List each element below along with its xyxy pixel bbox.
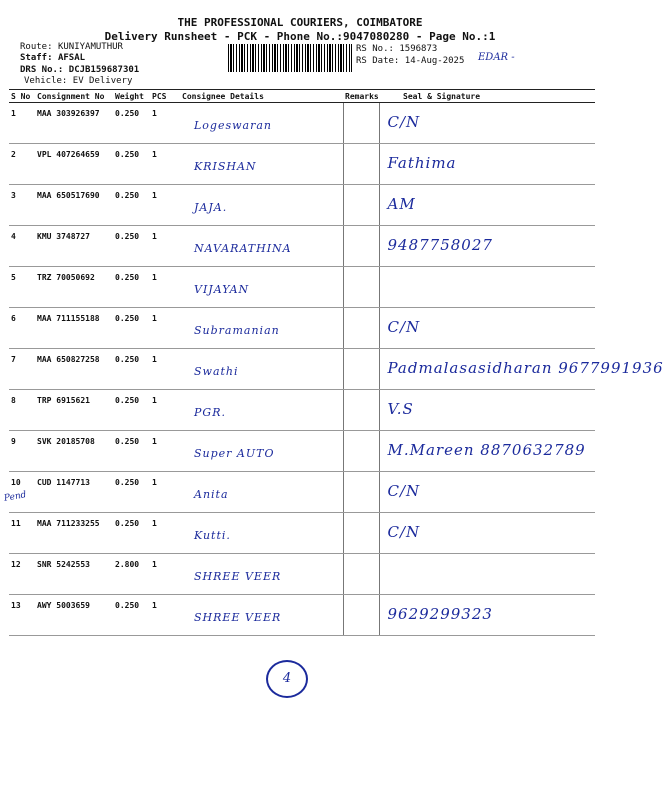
drs-line: DRS No.: DCJB159687301 — [20, 65, 140, 75]
handwritten-consignee: Swathi — [194, 365, 239, 378]
cell-signature — [379, 144, 595, 185]
cell-consignee — [180, 472, 343, 513]
cell-signature — [379, 472, 595, 513]
cell-consignee — [180, 349, 343, 390]
cell-weight: 0.250 — [113, 267, 150, 308]
cell-sno: 9 — [9, 431, 35, 472]
cell-weight: 0.250 — [113, 472, 150, 513]
cell-weight: 0.250 — [113, 595, 150, 636]
cell-consignee — [180, 513, 343, 554]
cell-sno: 8 — [9, 390, 35, 431]
cell-pcs: 1 — [150, 267, 180, 308]
cell-pcs: 1 — [150, 226, 180, 267]
cell-consignee — [180, 144, 343, 185]
cell-remarks — [343, 472, 379, 513]
cell-weight: 0.250 — [113, 349, 150, 390]
cell-weight: 0.250 — [113, 144, 150, 185]
cell-consignment-no: TRP 6915621 — [35, 390, 113, 431]
cell-signature — [379, 308, 595, 349]
cell-consignment-no: MAA 650517690 — [35, 185, 113, 226]
cell-remarks — [343, 513, 379, 554]
cell-sno: 12 — [9, 554, 35, 595]
cell-consignment-no: MAA 303926397 — [35, 103, 113, 144]
staff-line: Staff: AFSAL — [20, 53, 86, 63]
company-name: THE PROFESSIONAL COURIERS, COIMBATORE — [177, 16, 423, 29]
handwritten-signature: V.S — [387, 400, 414, 418]
handwritten-signature: C/N — [387, 318, 421, 336]
cell-weight: 0.250 — [113, 390, 150, 431]
cell-consignment-no: SVK 20185708 — [35, 431, 113, 472]
cell-weight: 0.250 — [113, 513, 150, 554]
drs-value: DCJB159687301 — [68, 65, 140, 75]
cell-signature — [379, 103, 595, 144]
cell-signature — [379, 349, 664, 390]
cell-sno: 5 — [9, 267, 35, 308]
cell-consignment-no: CUD 1147713 — [35, 472, 113, 513]
cell-sno: 10 — [9, 472, 35, 513]
table-row — [9, 595, 595, 636]
cell-consignee — [180, 554, 343, 595]
cell-consignment-no: MAA 711233255 — [35, 513, 113, 554]
cell-sno: 11 — [9, 513, 35, 554]
circled-count-note: 4 — [266, 660, 308, 698]
cell-weight: 0.250 — [113, 185, 150, 226]
cell-remarks — [343, 554, 379, 595]
cell-remarks — [343, 267, 379, 308]
handwritten-consignee: Logeswaran — [194, 119, 272, 132]
handwritten-consignee: VIJAYAN — [194, 283, 250, 296]
route-line: Route: KUNIYAMUTHUR — [20, 42, 123, 52]
cell-signature — [379, 390, 595, 431]
cell-consignment-no: TRZ 70050692 — [35, 267, 113, 308]
cell-remarks — [343, 144, 379, 185]
table-row — [9, 349, 595, 390]
handwritten-signature: Padmalasasidharan 9677991936 — [387, 359, 664, 377]
handwritten-consignee: PGR. — [194, 406, 226, 419]
pend-margin-note: Pend — [3, 490, 28, 504]
handwritten-consignee: Super AUTO — [194, 447, 275, 460]
handwritten-consignee: Subramanian — [194, 324, 280, 337]
cell-signature — [379, 226, 595, 267]
handwritten-consignee: SHREE VEER — [194, 611, 282, 624]
cell-pcs: 1 — [150, 349, 180, 390]
cell-consignee — [180, 308, 343, 349]
table-row — [9, 554, 595, 595]
cell-consignment-no: VPL 407264659 — [35, 144, 113, 185]
barcode — [228, 44, 352, 72]
cell-consignee — [180, 226, 343, 267]
cell-weight: 2.800 — [113, 554, 150, 595]
cell-remarks — [343, 390, 379, 431]
cell-consignment-no: SNR 5242553 — [35, 554, 113, 595]
cell-pcs: 1 — [150, 554, 180, 595]
handwritten-signature: AM — [387, 195, 416, 213]
cell-consignee — [180, 595, 343, 636]
cell-consignment-no: MAA 650827258 — [35, 349, 113, 390]
handwritten-consignee: NAVARATHINA — [194, 242, 292, 255]
cell-sno: 1 — [9, 103, 35, 144]
cell-signature — [379, 431, 595, 472]
handwritten-signature: M.Mareen 8870632789 — [387, 441, 586, 459]
cell-sno: 3 — [9, 185, 35, 226]
cell-pcs: 1 — [150, 595, 180, 636]
cell-consignee — [180, 103, 343, 144]
cell-weight: 0.250 — [113, 103, 150, 144]
cell-remarks — [343, 308, 379, 349]
cell-remarks — [343, 185, 379, 226]
cell-signature — [379, 595, 595, 636]
col-weight: Weight — [113, 90, 150, 103]
cell-pcs: 1 — [150, 185, 180, 226]
cell-consignee — [180, 431, 343, 472]
table-row — [9, 472, 595, 513]
rs-date-line: RS Date: 14-Aug-2025 — [356, 56, 465, 66]
rs-no-value: 1596873 — [399, 44, 438, 54]
handwritten-consignee: SHREE VEER — [194, 570, 282, 583]
cell-remarks — [343, 595, 379, 636]
cell-pcs: 1 — [150, 472, 180, 513]
handwritten-consignee: Kutti. — [194, 529, 231, 542]
rs-no-line: RS No.: 1596873 — [356, 44, 438, 54]
cell-signature — [379, 513, 595, 554]
col-signature: Seal & Signature — [379, 90, 595, 103]
cell-pcs: 1 — [150, 144, 180, 185]
handwritten-signature: C/N — [387, 523, 421, 541]
handwritten-consignee: JAJA. — [194, 201, 228, 214]
cell-consignee — [180, 267, 343, 308]
cell-sno: 4 — [9, 226, 35, 267]
rs-date-value: 14-Aug-2025 — [404, 56, 465, 66]
handwritten-signature: 9487758027 — [387, 236, 493, 254]
cell-sno: 7 — [9, 349, 35, 390]
cell-consignee — [180, 185, 343, 226]
cell-consignment-no: MAA 711155188 — [35, 308, 113, 349]
handwritten-signature: 9629299323 — [387, 605, 493, 623]
table-row — [9, 513, 595, 554]
cell-pcs: 1 — [150, 308, 180, 349]
runsheet-title — [0, 16, 600, 44]
cell-remarks — [343, 226, 379, 267]
route-value: KUNIYAMUTHUR — [57, 42, 123, 52]
col-consignee: Consignee Details — [180, 90, 343, 103]
cell-weight: 0.250 — [113, 431, 150, 472]
cell-pcs: 1 — [150, 390, 180, 431]
cell-signature — [379, 554, 595, 595]
cell-consignment-no: AWY 5003659 — [35, 595, 113, 636]
cell-weight: 0.250 — [113, 226, 150, 267]
handwritten-consignee: Anita — [194, 488, 229, 501]
runsheet-subtitle: Delivery Runsheet - PCK - Phone No.:9047080280 - Page No.:1 — [104, 30, 496, 43]
table-header-row — [9, 90, 595, 103]
col-pcs: PCS — [150, 90, 180, 103]
staff-value: AFSAL — [57, 53, 86, 63]
vehicle-line: Vehicle: EV Delivery — [24, 76, 133, 86]
handwritten-signature: C/N — [387, 482, 421, 500]
cell-remarks — [343, 103, 379, 144]
handwritten-signature: C/N — [387, 113, 421, 131]
vehicle-value: EV Delivery — [72, 76, 133, 86]
col-consignment-no: Consignment No — [35, 90, 113, 103]
col-sno: S No — [9, 90, 35, 103]
table-row — [9, 267, 595, 308]
cell-consignment-no: KMU 3748727 — [35, 226, 113, 267]
cell-pcs: 1 — [150, 431, 180, 472]
handwritten-signature: Fathima — [387, 154, 457, 172]
table-row — [9, 308, 595, 349]
col-remarks: Remarks — [345, 91, 379, 101]
cell-sno: 6 — [9, 308, 35, 349]
table-row — [9, 390, 595, 431]
table-row — [9, 144, 595, 185]
cell-pcs: 1 — [150, 513, 180, 554]
table-row — [9, 431, 595, 472]
cell-remarks — [343, 349, 379, 390]
cell-remarks — [343, 431, 379, 472]
cell-signature — [379, 267, 595, 308]
cell-consignee — [180, 390, 343, 431]
cell-signature — [379, 185, 595, 226]
cell-pcs: 1 — [150, 103, 180, 144]
runsheet-table — [9, 89, 664, 636]
cell-sno: 13 — [9, 595, 35, 636]
handwritten-consignee: KRISHAN — [194, 160, 257, 173]
table-row — [9, 185, 595, 226]
cell-sno: 2 — [9, 144, 35, 185]
edar-handwritten-note: EDAR - — [478, 52, 515, 63]
cell-weight: 0.250 — [113, 308, 150, 349]
table-row — [9, 226, 595, 267]
table-row — [9, 103, 595, 144]
